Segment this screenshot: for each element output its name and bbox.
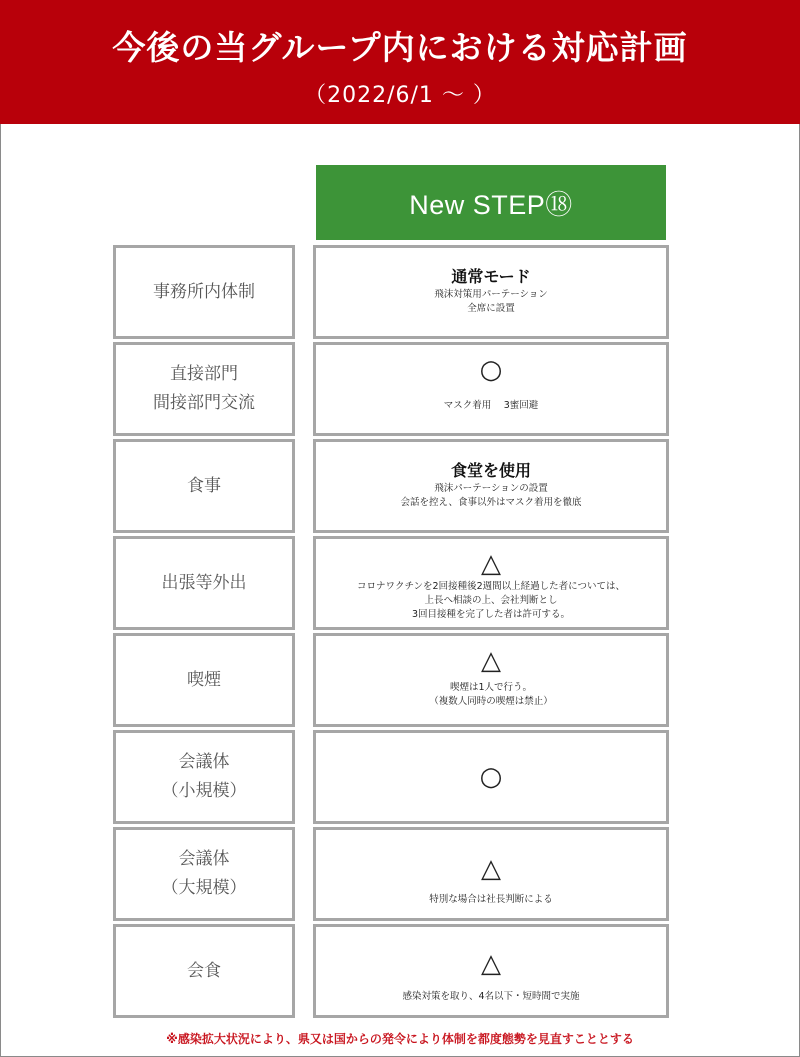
row-label-text: （大規模）: [161, 878, 247, 898]
row-label-dinner: [113, 924, 295, 1018]
row-label-business-trip: [113, 536, 295, 630]
row-notes: [316, 580, 666, 621]
row-notes: [316, 681, 666, 709]
row-cell-exchange: [313, 342, 669, 436]
note-line: 3回目接種を完了した者は許可する。: [411, 608, 571, 620]
row-notes: [316, 399, 666, 413]
note-line: （複数人同時の喫煙は禁止）: [429, 695, 553, 707]
note-line: 上長へ相談の上、会社判断とし: [424, 594, 558, 606]
note-line: 喫煙は1人で行う。: [449, 682, 533, 693]
row-cell-meeting-small: [313, 730, 669, 824]
row-label-meals: [113, 439, 295, 533]
row-label-text: 会議体: [178, 849, 230, 870]
note-line: コロナワクチンを2回接種後2週間以上経過した者については、: [357, 581, 625, 592]
row-label-meeting-large: [113, 827, 295, 921]
row-label-text: 直接部門: [170, 364, 238, 385]
row-cell-dinner: [313, 924, 669, 1018]
row-label-text: 出張等外出: [161, 572, 247, 593]
row-label-text: 事務所内体制: [153, 281, 255, 302]
row-label-smoking: [113, 633, 295, 727]
note-line: 飛沫パーテーションの設置: [434, 483, 548, 494]
mode-label: 通常モード: [451, 267, 531, 286]
row-cell-meals: [313, 439, 669, 533]
footer-note: ※感染拡大状況により、県又は国からの発令により体制を都度態勢を見直すこととする: [166, 1032, 634, 1046]
triangle-mark-icon: △: [481, 646, 501, 676]
row-label-text: 会食: [187, 960, 221, 981]
row-cell-office: [313, 245, 669, 339]
step-header: New STEP⑱: [316, 165, 666, 240]
row-notes: [316, 288, 666, 316]
row-label-text: 間接部門交流: [153, 393, 255, 413]
mode-label: 食堂を使用: [450, 461, 531, 480]
note-line: 特別な場合は社長判断による: [429, 894, 553, 905]
triangle-mark-icon: △: [481, 949, 501, 979]
row-cell-business-trip: [313, 536, 669, 630]
row-label-exchange: [113, 342, 295, 436]
note-line: 感染対策を取り、4名以下・短時間で実施: [402, 991, 580, 1002]
page-title: 今後の当グループ内における対応計画: [112, 28, 688, 67]
note-line: マスク着用 3蜜回避: [443, 400, 539, 411]
row-label-meeting-small: [113, 730, 295, 824]
row-label-text: 会議体: [178, 752, 230, 773]
row-label-text: 食事: [187, 475, 221, 496]
header-banner: [0, 0, 800, 124]
circle-mark-icon: ○: [479, 355, 503, 385]
note-line: 会話を控え、食事以外はマスク着用を徹底: [400, 496, 582, 508]
row-cell-smoking: [313, 633, 669, 727]
row-label-text: 喫煙: [187, 669, 221, 690]
row-notes: [316, 482, 666, 510]
row-label-office: [113, 245, 295, 339]
row-cell-meeting-large: [313, 827, 669, 921]
note-line: 飛沫対策用パーテーション: [434, 289, 548, 300]
triangle-mark-icon: △: [481, 549, 501, 579]
page-subtitle: （2022/6/1 ～ ）: [304, 83, 496, 108]
row-label-text: （小規模）: [161, 781, 247, 801]
circle-mark-icon: ○: [479, 762, 503, 792]
note-line: 全席に設置: [467, 302, 515, 314]
row-notes: [316, 893, 666, 907]
triangle-mark-icon: △: [481, 854, 501, 884]
row-notes: [316, 990, 666, 1004]
